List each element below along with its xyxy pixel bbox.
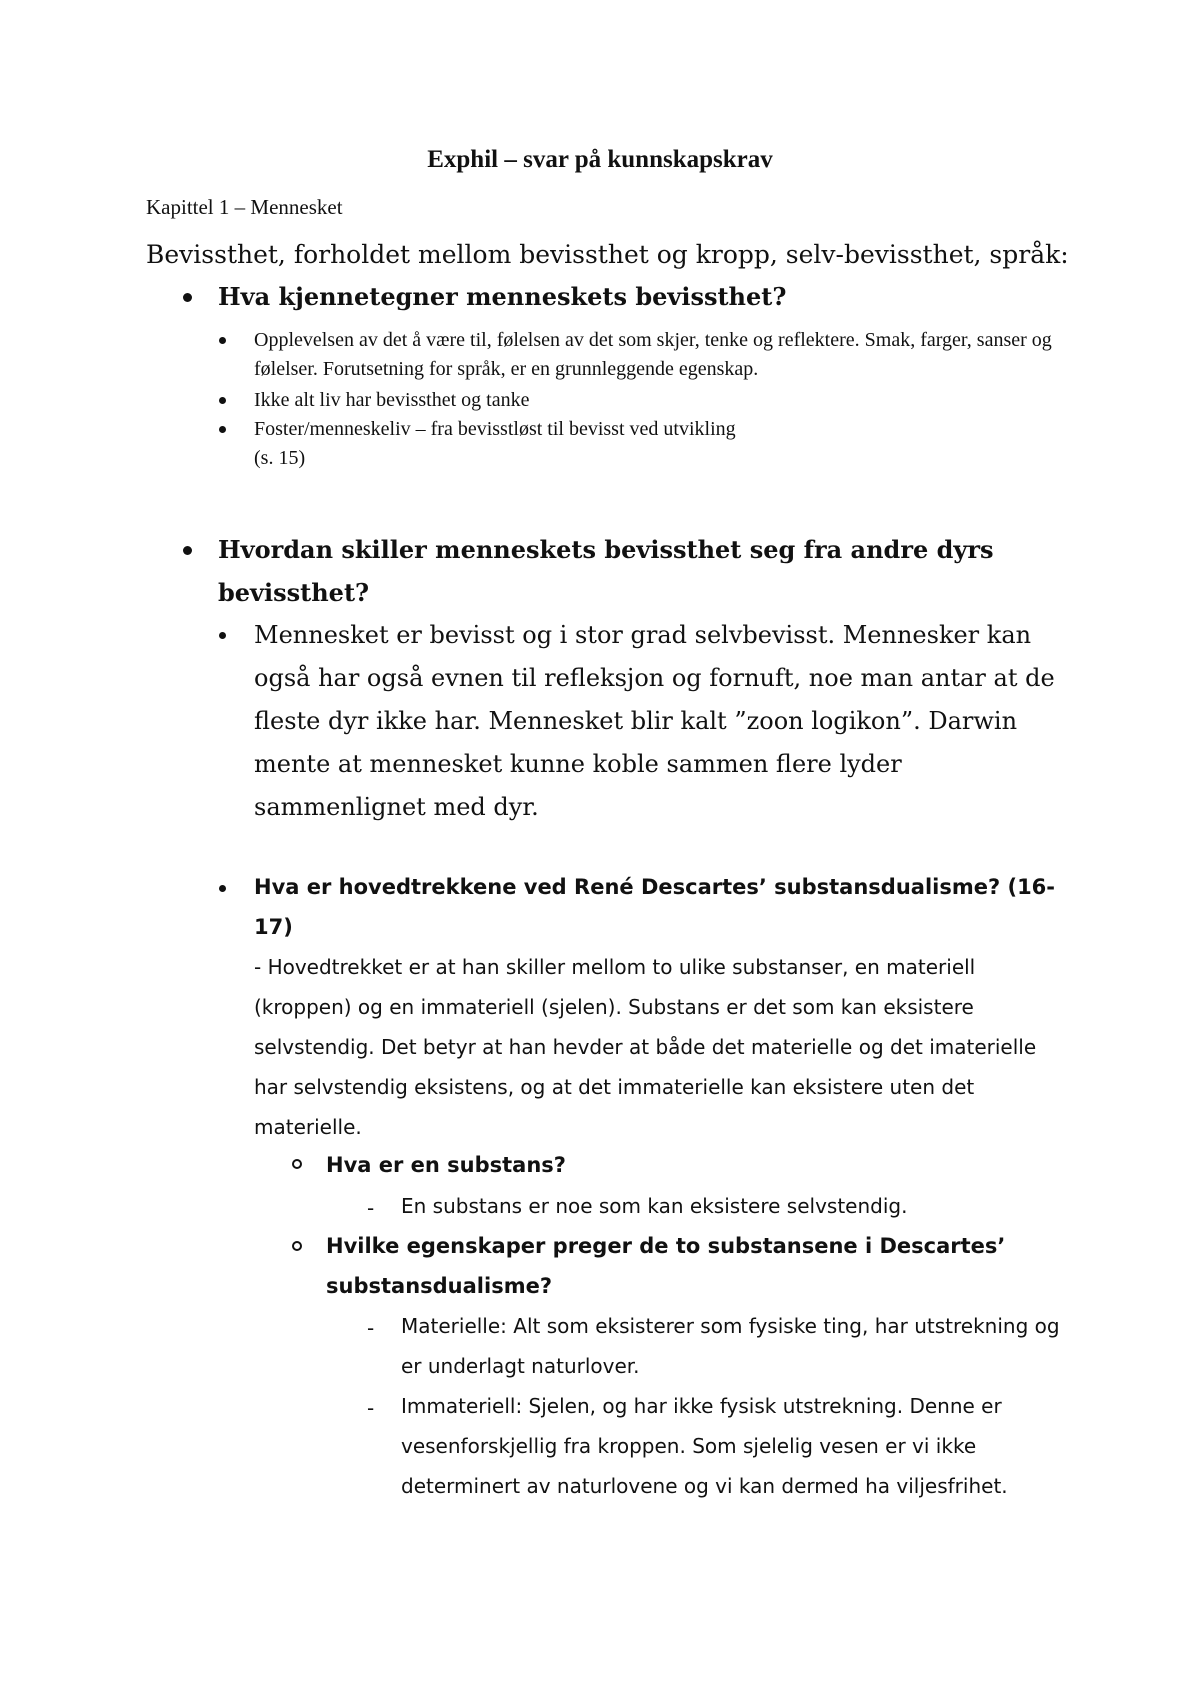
bullet-icon — [219, 632, 226, 639]
q1-answer-1: Opplevelsen av det å være til, følelsen av det som skjer, tenke og reflektere. Smak, farger, sanser og følelser. Forutsetning for språk, er en grunnleggende egenskap. — [254, 329, 1052, 380]
dash-bullet: - — [367, 1196, 375, 1220]
circle-bullet-icon — [292, 1241, 302, 1251]
chapter-heading: Kapittel 1 – Mennesket — [146, 195, 343, 219]
q2-question: Hvordan skiller menneskets bevissthet seg fra andre dyrs bevissthet? — [218, 535, 994, 607]
dash-bullet: - — [367, 1316, 375, 1340]
q2-answer: Mennesket er bevisst og i stor grad selvbevisst. Mennesker kan også har også evnen til refleksjon og fornuft, noe man antar at de fleste dyr ikke har. Mennesket blir kalt ”zoon logikon”. Darwin mente at mennesket kunne koble sammen flere lyder sammenlignet med dyr. — [254, 621, 1055, 821]
sub-answer-2: Materielle: Alt som eksisterer som fysiske ting, har utstrekning og er underlagt naturlover. — [401, 1314, 1060, 1378]
q3-answer: - Hovedtrekket er at han skiller mellom to ulike substanser, en materiell (kroppen) og en immateriell (sjelen). Substans er det som kan eksistere selvstendig. Det betyr at han hevder at både det materielle og det imaterielle har selvstendig eksistens, og at det immaterielle kan eksistere uten det materielle. — [254, 955, 1037, 1139]
bullet-icon — [183, 293, 192, 302]
bullet-icon — [183, 546, 192, 555]
bullet-icon — [219, 397, 226, 404]
dash-bullet: - — [367, 1396, 375, 1420]
sub-answer-3: Immateriell: Sjelen, og har ikke fysisk utstrekning. Denne er vesenforskjellig fra kroppen. Som sjelelig vesen er vi ikke determinert av naturlovene og vi kan dermed ha viljesfrihet. — [401, 1394, 1008, 1498]
topic-heading: Bevissthet, forholdet mellom bevissthet og kropp, selv-bevissthet, språk: — [146, 240, 1069, 269]
circle-bullet-icon — [292, 1159, 302, 1169]
q1-answer-2: Ikke alt liv har bevissthet og tanke — [254, 389, 530, 411]
bullet-icon — [219, 426, 226, 433]
bullet-icon — [219, 885, 226, 892]
q1-answer-3: Foster/menneskeliv – fra bevisstløst til bevisst ved utvikling — [254, 418, 736, 440]
bullet-icon — [219, 337, 226, 344]
sub-question-2: Hvilke egenskaper preger de to substansene i Descartes’ substansdualisme? — [326, 1234, 1006, 1298]
q1-page-ref: (s. 15) — [254, 447, 306, 469]
sub-question-1: Hva er en substans? — [326, 1153, 566, 1177]
document-title: Exphil – svar på kunnskapskrav — [427, 146, 773, 173]
q1-question: Hva kjennetegner menneskets bevissthet? — [218, 282, 787, 311]
sub-answer-1: En substans er noe som kan eksistere selvstendig. — [401, 1194, 908, 1218]
q3-question: Hva er hovedtrekkene ved René Descartes’ substansdualisme? (16-17) — [254, 875, 1056, 939]
